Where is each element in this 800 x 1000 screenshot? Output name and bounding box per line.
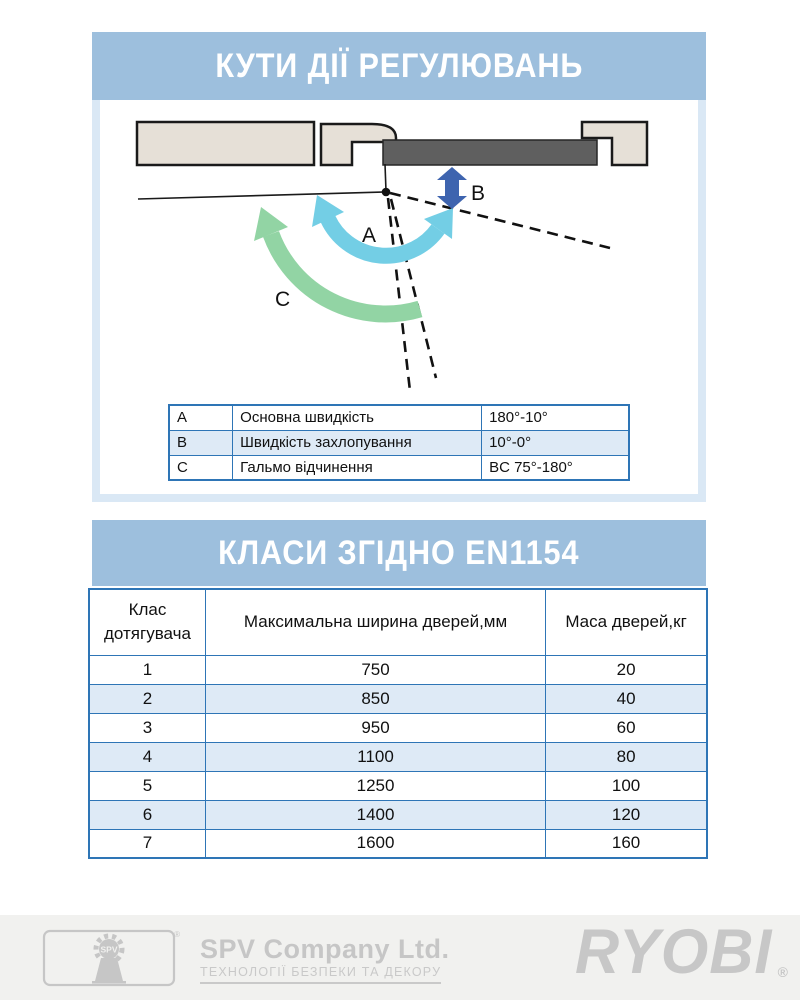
arc-a-main-speed	[328, 219, 438, 256]
table-row	[89, 829, 707, 858]
class-cell: 5	[89, 771, 205, 800]
column-header-width: Максимальна ширина дверей,мм	[205, 589, 545, 655]
angle-name: Основна швидкість	[233, 405, 482, 430]
spv-company-name: SPV Company Ltd.	[200, 934, 450, 964]
label-a: A	[362, 224, 377, 247]
table-row	[169, 430, 629, 455]
class-cell: 3	[89, 713, 205, 742]
angle-range: 180°-10°	[482, 405, 629, 430]
width-cell: 850	[205, 684, 545, 713]
spv-text-block	[200, 929, 450, 984]
section1-header-band	[92, 32, 706, 100]
table-row	[89, 684, 707, 713]
width-cell: 1400	[205, 800, 545, 829]
angle-range: BC 75°-180°	[482, 455, 629, 480]
spv-tagline: ТЕХНОЛОГІЇ БЕЗПЕКИ ТА ДЕКОРУ	[200, 965, 441, 984]
table-row	[169, 455, 629, 480]
angle-name: Гальмо відчинення	[233, 455, 482, 480]
width-cell: 1250	[205, 771, 545, 800]
mass-cell: 120	[546, 800, 707, 829]
arrow-b-latch-icon	[437, 167, 467, 209]
mass-cell: 20	[546, 655, 707, 684]
mass-cell: 80	[546, 742, 707, 771]
class-cell: 4	[89, 742, 205, 771]
section1-title: КУТИ ДІЇ РЕГУЛЮВАНЬ	[215, 46, 583, 85]
door-position-80deg-dashed	[388, 198, 410, 391]
footer	[0, 915, 800, 1000]
table-row	[89, 655, 707, 684]
section2-title: КЛАСИ ЗГІДНО EN1154	[218, 533, 580, 572]
ryobi-registered-mark: ®	[777, 964, 788, 980]
door-leaf-closed	[383, 140, 597, 165]
spv-emblem-icon	[42, 929, 184, 987]
wall-section-left	[137, 122, 314, 165]
column-header-mass: Маса дверей,кг	[546, 589, 707, 655]
width-cell: 750	[205, 655, 545, 684]
door-pivot-point	[382, 188, 391, 197]
section2-header-band	[92, 520, 706, 586]
mass-cell: 100	[546, 771, 707, 800]
angle-range: 10°-0°	[482, 430, 629, 455]
class-cell: 1	[89, 655, 205, 684]
ryobi-logo-block	[572, 917, 788, 987]
angle-key: C	[169, 455, 233, 480]
angle-table	[168, 404, 630, 481]
spv-emblem-label: SPV	[100, 944, 118, 955]
door-open-180-line	[138, 192, 384, 199]
en1154-class-table	[88, 588, 708, 859]
table-row	[89, 800, 707, 829]
width-cell: 950	[205, 713, 545, 742]
table-header-row	[89, 589, 707, 655]
label-b: B	[471, 182, 486, 205]
angle-key: A	[169, 405, 233, 430]
spv-logo-block	[42, 929, 450, 987]
class-cell: 7	[89, 829, 205, 858]
table-row	[89, 771, 707, 800]
mass-cell: 160	[546, 829, 707, 858]
angle-key: B	[169, 430, 233, 455]
width-cell: 1100	[205, 742, 545, 771]
width-cell: 1600	[205, 829, 545, 858]
table-row	[89, 713, 707, 742]
angle-name: Швидкість захлопування	[233, 430, 482, 455]
section1-card	[92, 100, 706, 502]
table-row	[89, 742, 707, 771]
door-edge-line	[385, 164, 386, 191]
table-row	[169, 405, 629, 430]
mass-cell: 40	[546, 684, 707, 713]
column-header-class: Клас дотягувача	[89, 589, 205, 655]
label-c: C	[275, 288, 291, 311]
class-cell: 2	[89, 684, 205, 713]
spv-registered-mark: ®	[174, 930, 180, 939]
class-cell: 6	[89, 800, 205, 829]
ryobi-logo: RYOBI	[575, 917, 773, 987]
mass-cell: 60	[546, 713, 707, 742]
